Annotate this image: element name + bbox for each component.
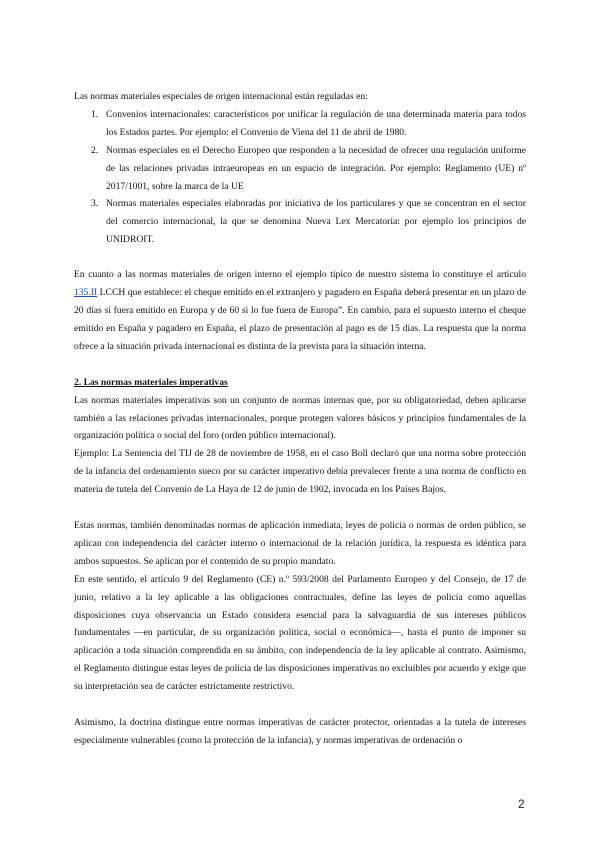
doctrina-paragraph: Asimismo, la doctrina distingue entre normas imperativas de carácter protector, orientadas a la tutela de intereses especialmente vulnerables (como la protección de la infancia), y normas imperativas de ordenación o xyxy=(74,717,526,746)
list-item-text: Convenios internacionales: característicos por unificar la regulación de una determinada materia para todos los Estados partes. Por ejemplo: el Convenio de Viena del 11 de abril de 1980. xyxy=(106,108,526,138)
aplicacion-paragraph: Estas normas, también denominadas normas de aplicación inmediata, leyes de policía o normas de orden público, se aplican con independencia del carácter interno o internacional de la relación jurídica, la respuesta es idéntica para ambos supuestos. Se aplican por el contenido de su propio mandato. xyxy=(74,520,526,567)
intro-paragraph: Las normas materiales especiales de origen internacional están reguladas en: xyxy=(74,91,368,102)
interno-paragraph xyxy=(74,266,526,356)
list-item-number: 2. xyxy=(91,144,99,156)
list-item-text: Normas materiales especiales elaboradas por iniciativa de los particulares y que se concentran en el sector del comercio internacional, la que se denomina Nueva Lex Mercatoria: por ejemplo los principios de UNIDROIT. xyxy=(106,198,526,246)
list-item-text: Normas especiales en el Derecho Europeo que responden a la necesidad de ofrecer una regulación uniforme de las relaciones privadas intraeuropeas en un espacio de integración. Por ejemplo: Reglamento (UE) nº 2017/1001, sobre la marca de la UE xyxy=(106,144,526,192)
article-link[interactable]: 135.II xyxy=(74,287,98,299)
list-item-number: 1. xyxy=(91,108,99,120)
list-item xyxy=(74,142,526,196)
sources-list xyxy=(74,106,526,249)
list-item-number: 3. xyxy=(91,198,99,210)
page-number: 2 xyxy=(518,797,525,811)
list-item xyxy=(74,106,526,142)
section-heading: 2. Las normas materiales imperativas xyxy=(74,376,228,388)
example-paragraph: Ejemplo: La Sentencia del TIJ de 28 de noviembre de 1958, en el caso Boll declaró que una norma sobre protección de la infancia del ordenamiento sueco por su carácter imperativo debía prevalecer frente a una norma de conflicto en materia de tutela del Convenio de La Haya de 12 de junio de 1902, invocada en los Países Bajos. xyxy=(74,448,526,496)
interno-text-end: LCCH que establece: el cheque emitido en el extranjero y pagadero en España deberá presentar en un plazo de 20 días si fuera emitido en Europa y de 60 si lo fue fuera de Europa”. En cambio, para el supuesto interno el cheque emitido en España y pagadero en España, el plazo de presentación al pago es de 15 días. La respuesta que la norma ofrece a la situación privada internacional es distinta de la prevista para la situación interna. xyxy=(74,287,526,352)
document-page xyxy=(74,88,526,750)
imperativas-paragraph: Las normas materiales imperativas son un conjunto de normas internas que, por su obligatoriedad, deben aplicarse también a las relaciones privadas internacionales, porque protegen valores básicos y principios fundamentales de la organización política o social del foro (orden público internacional). xyxy=(74,394,526,442)
interno-text-start: En cuanto a las normas materiales de origen interno el ejemplo típico de nuestro sistema lo constituye el artículo xyxy=(74,269,526,281)
list-item xyxy=(74,195,526,249)
reglamento-paragraph: En este sentido, el artículo 9 del Reglamento (CE) n.º 593/2008 del Parlamento Europeo y del Consejo, de 17 de junio, relativo a la ley aplicable a las obligaciones contractuales, define las leyes de policía como aquellas disposiciones cuya observancia un Estado considera esencial para la salvaguardia de sus intereses públicos fundamentales —en particular, de su organización política, social o económica—, hasta el punto de imponer su aplicación a toda situación comprendida en su ámbito, con independencia de la ley aplicable al contrato. Asimismo, el Reglamento distingue estas leyes de policía de las disposiciones imperativas no excluibles por acuerdo y exige que su interpretación sea de carácter estrictamente restrictivo. xyxy=(74,573,526,693)
